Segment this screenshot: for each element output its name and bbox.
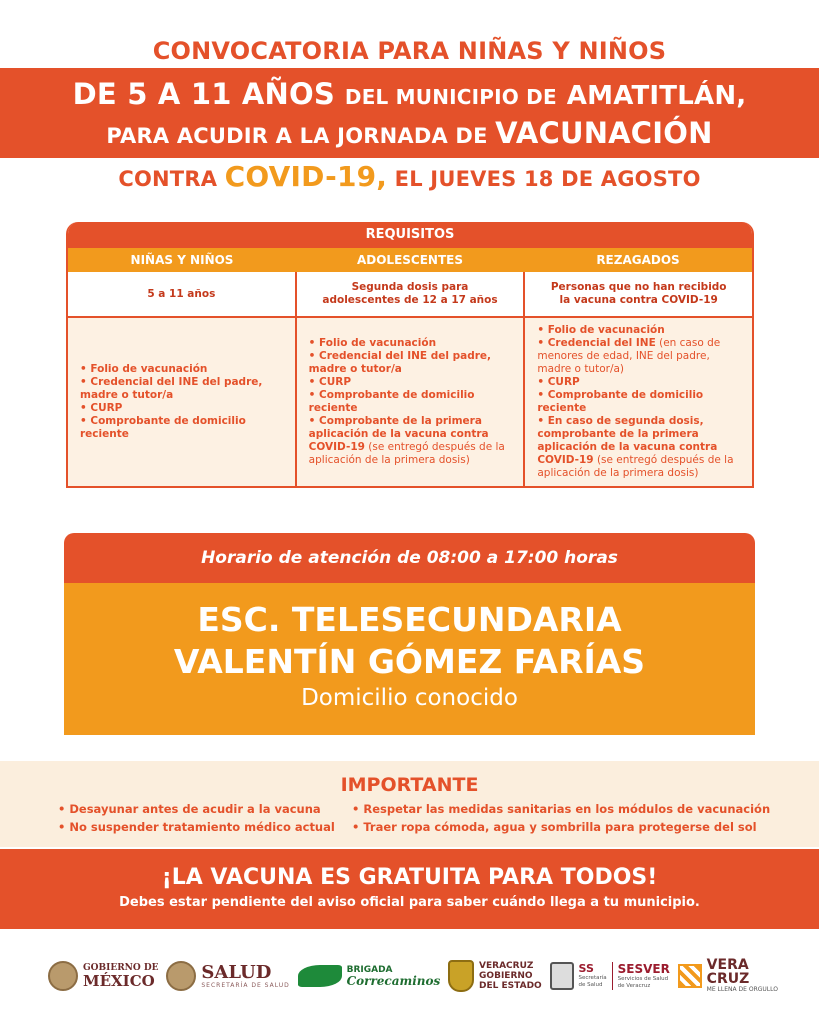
list-item: • Respetar las medidas sanitarias en los módulos de vacunación (352, 802, 771, 816)
veracruz-orgullo-logo (678, 958, 778, 994)
list-item: • CURP (80, 402, 123, 414)
logo-text-line: CRUZ (706, 971, 750, 987)
requirement-list (80, 363, 283, 441)
list-item: • Comprobante de domicilio reciente (308, 389, 475, 414)
veracruz-text (479, 961, 542, 991)
importante-title: IMPORTANTE (340, 774, 479, 796)
list-cell (297, 318, 526, 486)
requisitos-table (66, 222, 754, 488)
eagle-seal-icon (166, 961, 196, 991)
logo-text-line: ME LLENA DE ORGULLO (706, 986, 778, 993)
coat-of-arms-icon (448, 960, 474, 992)
logo-text-line: de Salud (578, 982, 603, 988)
list-item: • Comprobante de domicilio reciente (80, 415, 246, 440)
logo-text-line: Secretaría (578, 975, 607, 981)
logo-divider (612, 962, 613, 990)
requisitos-title: REQUISITOS (68, 222, 752, 248)
list-item: • Desayunar antes de acudir a la vacuna (58, 802, 321, 816)
logo-text-line: SALUD (201, 961, 272, 983)
list-cell (525, 318, 752, 486)
subtitle-cell: 5 a 11 años (68, 272, 297, 316)
requirement-list (537, 324, 740, 480)
list-item: • En caso de segunda dosis, comprobante de la primera aplicación de la vacuna contra COVID-19 (se entregó después de la aplicación de la primera dosis) (537, 415, 734, 479)
sesver-text (618, 963, 670, 990)
list-item: • No suspender tratamiento médico actual (58, 820, 335, 834)
list-item: • CURP (308, 376, 352, 388)
gratuita-subtitle: Debes estar pendiente del aviso oficial para saber cuándo llega a tu municipio. (119, 895, 700, 910)
logo-text-line: Correcaminos (346, 974, 441, 988)
list-cell (68, 318, 297, 486)
brigada-text (347, 965, 441, 987)
requisitos-list-row (68, 318, 752, 486)
brigada-correcaminos-logo (298, 965, 441, 987)
sede-line-1: ESC. TELESECUNDARIA (197, 600, 622, 639)
list-item: • Credencial del INE del padre, madre o tutor/a (308, 350, 492, 375)
list-item: • CURP (537, 376, 580, 388)
column-header-adolescentes: ADOLESCENTES (356, 253, 463, 267)
sede-address: Domicilio conocido (301, 685, 518, 711)
column-header-ninos: NIÑAS Y NIÑOS (130, 253, 234, 267)
sede-line-2: VALENTÍN GÓMEZ FARÍAS (173, 642, 646, 681)
list-item: • Traer ropa cómoda, agua y sombrilla para protegerse del sol (352, 820, 757, 834)
importante-list-left (58, 800, 335, 836)
logo-text-line: DEL ESTADO (479, 981, 542, 991)
gobierno-mexico-text (83, 963, 159, 989)
header-line-3: PARA ACUDIR A LA JORNADA DE VACUNACIÓN (106, 116, 713, 150)
salud-text (201, 961, 290, 989)
list-item: • Comprobante de la primera aplicación de la vacuna contra COVID-19 (se entregó después de la aplicación de la primera dosis) (308, 415, 505, 466)
gratuita-banner (0, 849, 819, 929)
logo-text-line: VERA (706, 957, 749, 973)
list-item: • Credencial del INE del padre, madre o tutor/a (80, 376, 263, 401)
veracruz-mark-icon (678, 964, 702, 988)
eagle-seal-icon (48, 961, 78, 991)
header-line-1: CONVOCATORIA PARA NIÑAS Y NIÑOS (152, 37, 667, 65)
logos-footer (48, 952, 778, 1000)
list-item: • Folio de vacunación (80, 363, 208, 375)
requirement-list (309, 337, 512, 467)
horario-banner: Horario de atención de 08:00 a 17:00 horas (64, 533, 755, 583)
list-item: • Folio de vacunación (308, 337, 437, 349)
logo-text-line: BRIGADA (346, 965, 393, 975)
header-line-4: CONTRA COVID-19, EL JUEVES 18 DE AGOSTO (118, 160, 701, 193)
logo-text-line: Servicios de Salud (617, 975, 669, 982)
building-icon (550, 962, 574, 990)
logo-text-line: GOBIERNO DE (83, 963, 159, 973)
logo-text-line: MÉXICO (83, 972, 155, 990)
ss-sesver-logo (550, 962, 670, 990)
roadrunner-icon (298, 965, 342, 987)
logo-text-line: SS (578, 962, 594, 975)
gobierno-mexico-logo (48, 961, 159, 991)
salud-logo (166, 961, 289, 991)
ss-text (579, 963, 607, 989)
logo-text-line: de Veracruz (617, 982, 651, 989)
logo-text-line: GOBIERNO (479, 971, 533, 981)
gratuita-title: ¡LA VACUNA ES GRATUITA PARA TODOS! (161, 865, 658, 890)
header-line-2: DE 5 A 11 AÑOS DEL MUNICIPIO DE AMATITLÁN, (72, 77, 747, 111)
logo-text-line: SECRETARÍA DE SALUD (201, 981, 290, 989)
header-line-2-mid: DEL MUNICIPIO DE (344, 85, 557, 109)
logo-text-line: SESVER (617, 961, 670, 976)
sede-panel (64, 583, 755, 735)
list-item: • Folio de vacunación (537, 324, 665, 336)
requisitos-column-headers (68, 248, 752, 272)
list-item: • Comprobante de domicilio reciente (537, 389, 704, 414)
logo-text-line: VERACRUZ (479, 961, 534, 971)
veracruz-orgullo-text (707, 958, 778, 994)
importante-list-right (352, 800, 770, 836)
requisitos-subtitle-row (68, 272, 752, 318)
list-item: • Credencial del INE (en caso de menores de edad, INE del padre, madre o tutor/a) (537, 337, 721, 375)
veracruz-gobierno-logo (448, 960, 542, 992)
subtitle-cell: Segunda dosis para adolescentes de 12 a 17 años (297, 272, 526, 316)
subtitle-cell: Personas que no han recibido la vacuna contra COVID-19 (550, 281, 727, 306)
column-header-rezagados: REZAGADOS (596, 253, 680, 267)
